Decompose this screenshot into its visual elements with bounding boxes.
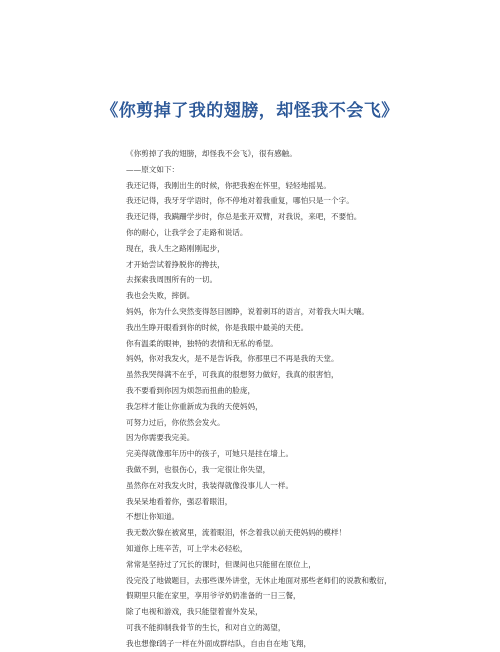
paragraph-line: 可努力过后，你依然会发火。 [126,417,225,427]
document-body [126,146,446,652]
paragraph-line: 知道你上班辛苦，可上学未必轻松， [126,543,248,553]
paragraph-line: 完美得就像那年历中的孩子，可她只是挂在墙上。 [126,449,294,459]
paragraph-line: 我做不到，也很伤心，我一定很让你失望， [126,464,271,474]
paragraph-line: 除了电视和游戏，我只能望着窗外发呆， [126,607,263,617]
paragraph-line: 我也想像f鸽子一样在外面成群结队，自由自在地飞翔， [126,638,312,648]
paragraph-line: 去探索我周围所有的一切。 [126,275,218,285]
paragraph-line: ——原文如下： [126,164,180,174]
paragraph-line: 虽然你在对我发火时，我装得就像没事儿人一样。 [126,480,294,490]
paragraph-line: 没完没了地做题目，去那些课外讲堂，无休止地面对那些老师们的说教和敷衍， [126,575,392,585]
paragraph-line: 我怎样才能让你重新成为我的天使妈妈， [126,401,263,411]
paragraph-line: 可我不能抑制我骨节的生长，和对自立的渴望， [126,622,286,632]
paragraph-line: 现在，我人生之路刚刚起步， [126,243,225,253]
document-title: 《你剪掉了我的翅膀，却怪我不会飞》 [101,101,399,121]
paragraph-line: 因为你需要我完美。 [126,433,195,443]
paragraph-line: 我还记得，我刚出生的时候，你把我抱在怀里，轻轻地摇晃。 [126,180,332,190]
paragraph-line: 你的耐心，让我学会了走路和说话。 [126,227,248,237]
paragraph-line: 妈妈，你对我发火，是不是告诉我，你那里已不再是我的天堂。 [126,354,339,364]
paragraph-line: 不想让你知道。 [126,512,180,522]
paragraph-line: 我也会失败，摔倒。 [126,291,195,301]
paragraph-line: 我无数次躲在被窝里，流着眼泪，怀念着我以前天使妈妈的模样！ [126,528,347,538]
paragraph-line: 《你剪掉了我的翅膀，却怪我不会飞》，很有感触。 [126,149,297,158]
paragraph-line: 我还记得，我牙牙学语时，你不停地对着我重复，哪怕只是一个字。 [126,196,354,206]
paragraph-line: 我呆呆地看着你，强忍着眼泪， [126,496,233,506]
paragraph-line: 我出生睁开眼看到你的时候，你是我眼中最美的天使。 [126,322,309,332]
paragraph-line: 虽然我哭得满不在乎，可我真的很想努力做好，我真的很害怕， [126,370,339,380]
paragraph-line: 假期里只能在家里，享用爷爷奶奶准备的一日三餐， [126,591,301,601]
paragraph-line: 我还记得，我蹒跚学步时，你总是张开双臂，对我说，来吧，不要怕。 [126,212,362,222]
paragraph-line: 妈妈，你为什么突然变得怒目圆睁，说着刺耳的语言，对着我大叫大嚷。 [126,306,369,316]
paragraph-line: 才开始尝试着挣脱你的搀扶， [126,259,225,269]
paragraph-line: 我不要看到你因为烦怨而扭曲的脸庞， [126,385,256,395]
paragraph-line: 常常是坚持过了冗长的课时，但课间也只能留在原位上， [126,559,316,569]
paragraph-line: 你有温柔的眼神，独特的表情和无私的希望。 [126,338,278,348]
